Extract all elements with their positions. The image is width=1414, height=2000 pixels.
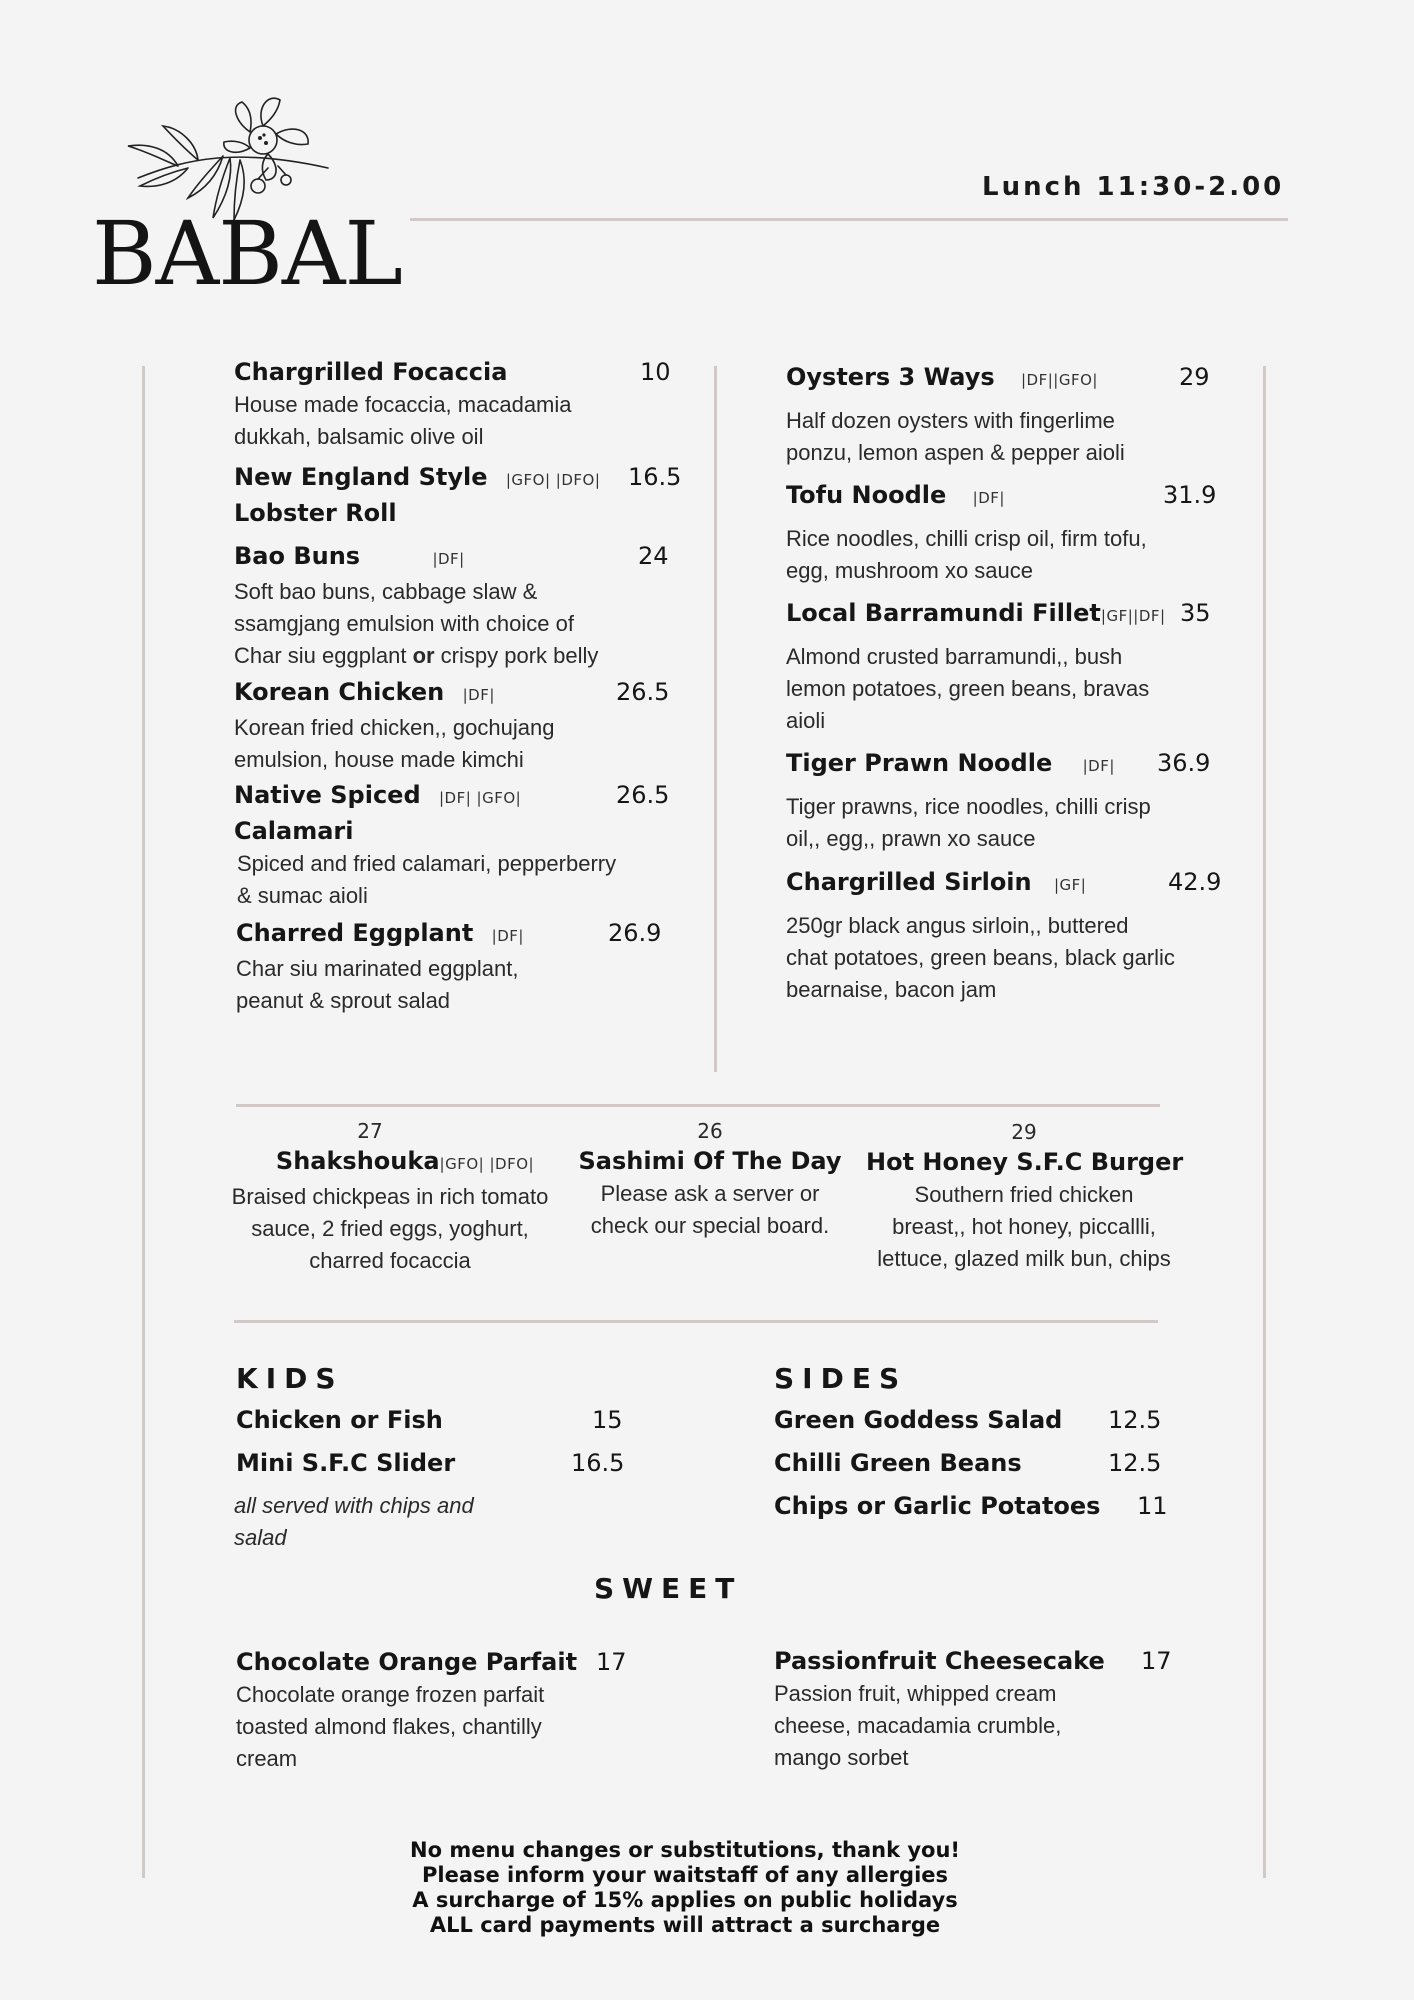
dietary-tags: |GF| — [1053, 876, 1087, 894]
item-name-line2: Calamari — [234, 817, 354, 845]
menu-item — [234, 676, 674, 776]
item-name: Chargrilled Focaccia — [234, 358, 508, 386]
item-name-row — [234, 676, 674, 712]
item-desc: Char siu marinated eggplant, — [236, 956, 519, 981]
sweet-item-price: 17 — [596, 1648, 627, 1676]
item-price: 29 — [1179, 363, 1210, 391]
item-desc: Spiced and fried calamari, pepperberry — [237, 851, 617, 876]
feature-desc: charred focaccia — [309, 1248, 471, 1273]
item-name: Bao Buns — [234, 542, 361, 570]
sweet-item — [236, 1646, 636, 1775]
item-name: Korean Chicken — [234, 678, 445, 706]
item-price: 36.9 — [1157, 749, 1211, 777]
item-desc: egg, mushroom xo sauce — [786, 558, 1034, 583]
feature-desc: breast,, hot honey, piccallli, — [892, 1214, 1156, 1239]
feature-desc: Braised chickpeas in rich tomato — [231, 1184, 549, 1209]
menu-item — [786, 479, 1226, 587]
item-name-row — [234, 461, 674, 497]
item-desc: emulsion, house made kimchi — [234, 747, 524, 772]
kids-item-name: Chicken or Fish — [236, 1406, 443, 1434]
features-bottom-divider — [234, 1320, 1158, 1323]
feature-item — [866, 1118, 1182, 1275]
item-desc: House made focaccia, macadamia — [234, 392, 572, 417]
item-desc: aioli — [786, 708, 826, 733]
sweet-item-name: Passionfruit Cheesecake — [774, 1647, 1105, 1675]
item-price: 24 — [638, 542, 669, 570]
item-name: Charred Eggplant — [236, 919, 474, 947]
dietary-tags: |GFO| |DFO| — [439, 1155, 535, 1173]
sweet-item-desc: mango sorbet — [774, 1745, 909, 1770]
menu-item — [234, 356, 674, 453]
kids-note-line: salad — [234, 1525, 287, 1550]
kids-item-price: 16.5 — [571, 1449, 625, 1477]
item-price: 10 — [640, 358, 671, 386]
item-desc-part: Char siu eggplant — [234, 643, 413, 668]
item-price: 31.9 — [1163, 481, 1217, 509]
item-desc — [234, 640, 694, 672]
sides-item-name: Green Goddess Salad — [774, 1406, 1063, 1434]
item-desc: ponzu, lemon aspen & pepper aioli — [786, 440, 1125, 465]
item-desc: Korean fried chicken,, gochujang — [234, 715, 555, 740]
dietary-tags: |DF| — [1082, 757, 1115, 775]
left-border-line — [142, 366, 145, 1878]
item-price: 26.9 — [608, 919, 662, 947]
sweet-item-name: Chocolate Orange Parfait — [236, 1648, 578, 1676]
feature-name: Shakshouka — [275, 1147, 440, 1175]
sides-item-price: 12.5 — [1108, 1406, 1162, 1434]
item-name: Tiger Prawn Noodle — [786, 749, 1053, 777]
right-border-line — [1263, 366, 1266, 1878]
kids-title: KIDS — [236, 1362, 344, 1395]
footer-notice — [300, 1838, 1070, 1938]
dietary-tags: |DF||GFO| — [1020, 371, 1098, 389]
feature-price: 27 — [357, 1119, 383, 1143]
feature-desc: sauce, 2 fried eggs, yoghurt, — [251, 1216, 529, 1241]
item-desc: peanut & sprout salad — [236, 988, 451, 1013]
item-name-row — [786, 361, 1226, 397]
item-name: Oysters 3 Ways — [786, 363, 995, 391]
item-desc: 250gr black angus sirloin,, buttered — [786, 913, 1129, 938]
feature-price: 26 — [697, 1119, 723, 1143]
sides-title: SIDES — [774, 1362, 908, 1395]
item-desc: Tiger prawns, rice noodles, chilli crisp — [786, 794, 1151, 819]
item-desc-part: crispy pork belly — [434, 643, 599, 668]
sweet-item-price: 17 — [1141, 1647, 1172, 1675]
footer-line: ALL card payments will attract a surcharge — [429, 1913, 941, 1937]
item-name: Chargrilled Sirloin — [786, 868, 1032, 896]
item-name-line2: Lobster Roll — [234, 499, 397, 527]
item-name-row — [786, 479, 1226, 515]
feature-price: 29 — [1011, 1120, 1037, 1144]
dietary-tags: |DF| — [462, 686, 495, 704]
dietary-tags: |DF| — [972, 489, 1005, 507]
dietary-tags: |DF| — [432, 550, 465, 568]
item-name: Native Spiced — [234, 781, 421, 809]
dietary-tags: |GFO| |DFO| — [505, 471, 601, 489]
sweet-item-desc: cream — [236, 1746, 298, 1771]
kids-item-price: 15 — [592, 1406, 623, 1434]
item-desc: Almond crusted barramundi,, bush — [786, 644, 1123, 669]
sweet-item-desc: Passion fruit, whipped cream — [774, 1681, 1057, 1706]
item-desc: dukkah, balsamic olive oil — [234, 424, 484, 449]
item-desc: Half dozen oysters with fingerlime — [786, 408, 1115, 433]
service-hours: Lunch 11:30-2.00 — [982, 172, 1285, 202]
column-divider — [714, 366, 717, 1072]
menu-item — [786, 361, 1226, 469]
item-desc: Soft bao buns, cabbage slaw & — [234, 579, 538, 604]
sides-item-price: 11 — [1137, 1492, 1168, 1520]
sweet-title: SWEET — [594, 1572, 743, 1605]
sweet-item — [774, 1645, 1174, 1774]
item-desc: bearnaise, bacon jam — [786, 977, 997, 1002]
feature-item — [570, 1117, 850, 1242]
sweet-item-desc: Chocolate orange frozen parfait — [236, 1682, 545, 1707]
item-price: 42.9 — [1168, 868, 1222, 896]
item-price: 26.5 — [616, 678, 670, 706]
sides-item-name: Chips or Garlic Potatoes — [774, 1492, 1101, 1520]
menu-item — [786, 597, 1226, 737]
header-divider — [410, 218, 1288, 221]
item-desc: chat potatoes, green beans, black garlic — [786, 945, 1175, 970]
feature-item — [220, 1117, 560, 1277]
item-desc: lemon potatoes, green beans, bravas — [786, 676, 1150, 701]
feature-name: Sashimi Of The Day — [578, 1147, 842, 1175]
item-name: Tofu Noodle — [786, 481, 947, 509]
menu-item — [234, 540, 694, 672]
feature-desc: check our special board. — [590, 1213, 830, 1238]
item-price: 35 — [1180, 599, 1211, 627]
item-desc: & sumac aioli — [237, 883, 368, 908]
item-desc: Rice noodles, chilli crisp oil, firm tofu, — [786, 526, 1147, 551]
item-price: 26.5 — [616, 781, 670, 809]
menu-item — [234, 461, 674, 530]
feature-desc: Please ask a server or — [600, 1181, 820, 1206]
sweet-item-desc: toasted almond flakes, chantilly — [236, 1714, 542, 1739]
footer-line: No menu changes or substitutions, thank you! — [410, 1838, 960, 1862]
kids-note-line: all served with chips and — [234, 1493, 474, 1518]
feature-desc: Southern fried chicken — [914, 1182, 1134, 1207]
dietary-tags: |DF| — [491, 927, 524, 945]
dietary-tags: |GF||DF| — [1100, 607, 1166, 625]
item-name: Local Barramundi Fillet — [786, 599, 1101, 627]
footer-line: Please inform your waitstaff of any allergies — [421, 1863, 949, 1887]
sides-item-name: Chilli Green Beans — [774, 1449, 1022, 1477]
sides-item-price: 12.5 — [1108, 1449, 1162, 1477]
brand-name: BABAL — [92, 202, 402, 305]
item-name-row — [234, 540, 694, 576]
kids-note — [234, 1490, 534, 1554]
footer-line: A surcharge of 15% applies on public holidays — [412, 1888, 958, 1912]
item-desc: oil,, egg,, prawn xo sauce — [786, 826, 1036, 851]
item-price: 16.5 — [628, 463, 682, 491]
kids-item-name: Mini S.F.C Slider — [236, 1449, 456, 1477]
item-name-row — [786, 597, 1226, 633]
item-desc-or: or — [412, 643, 435, 668]
feature-name: Hot Honey S.F.C Burger — [866, 1148, 1184, 1176]
item-name: New England Style — [234, 463, 488, 491]
sweet-item-desc: cheese, macadamia crumble, — [774, 1713, 1062, 1738]
feature-name-row — [220, 1145, 560, 1181]
item-desc: ssamgjang emulsion with choice of — [234, 611, 574, 636]
features-top-divider — [236, 1104, 1160, 1107]
dietary-tags: |DF| |GFO| — [439, 789, 522, 807]
feature-desc: lettuce, glazed milk bun, chips — [877, 1246, 1171, 1271]
